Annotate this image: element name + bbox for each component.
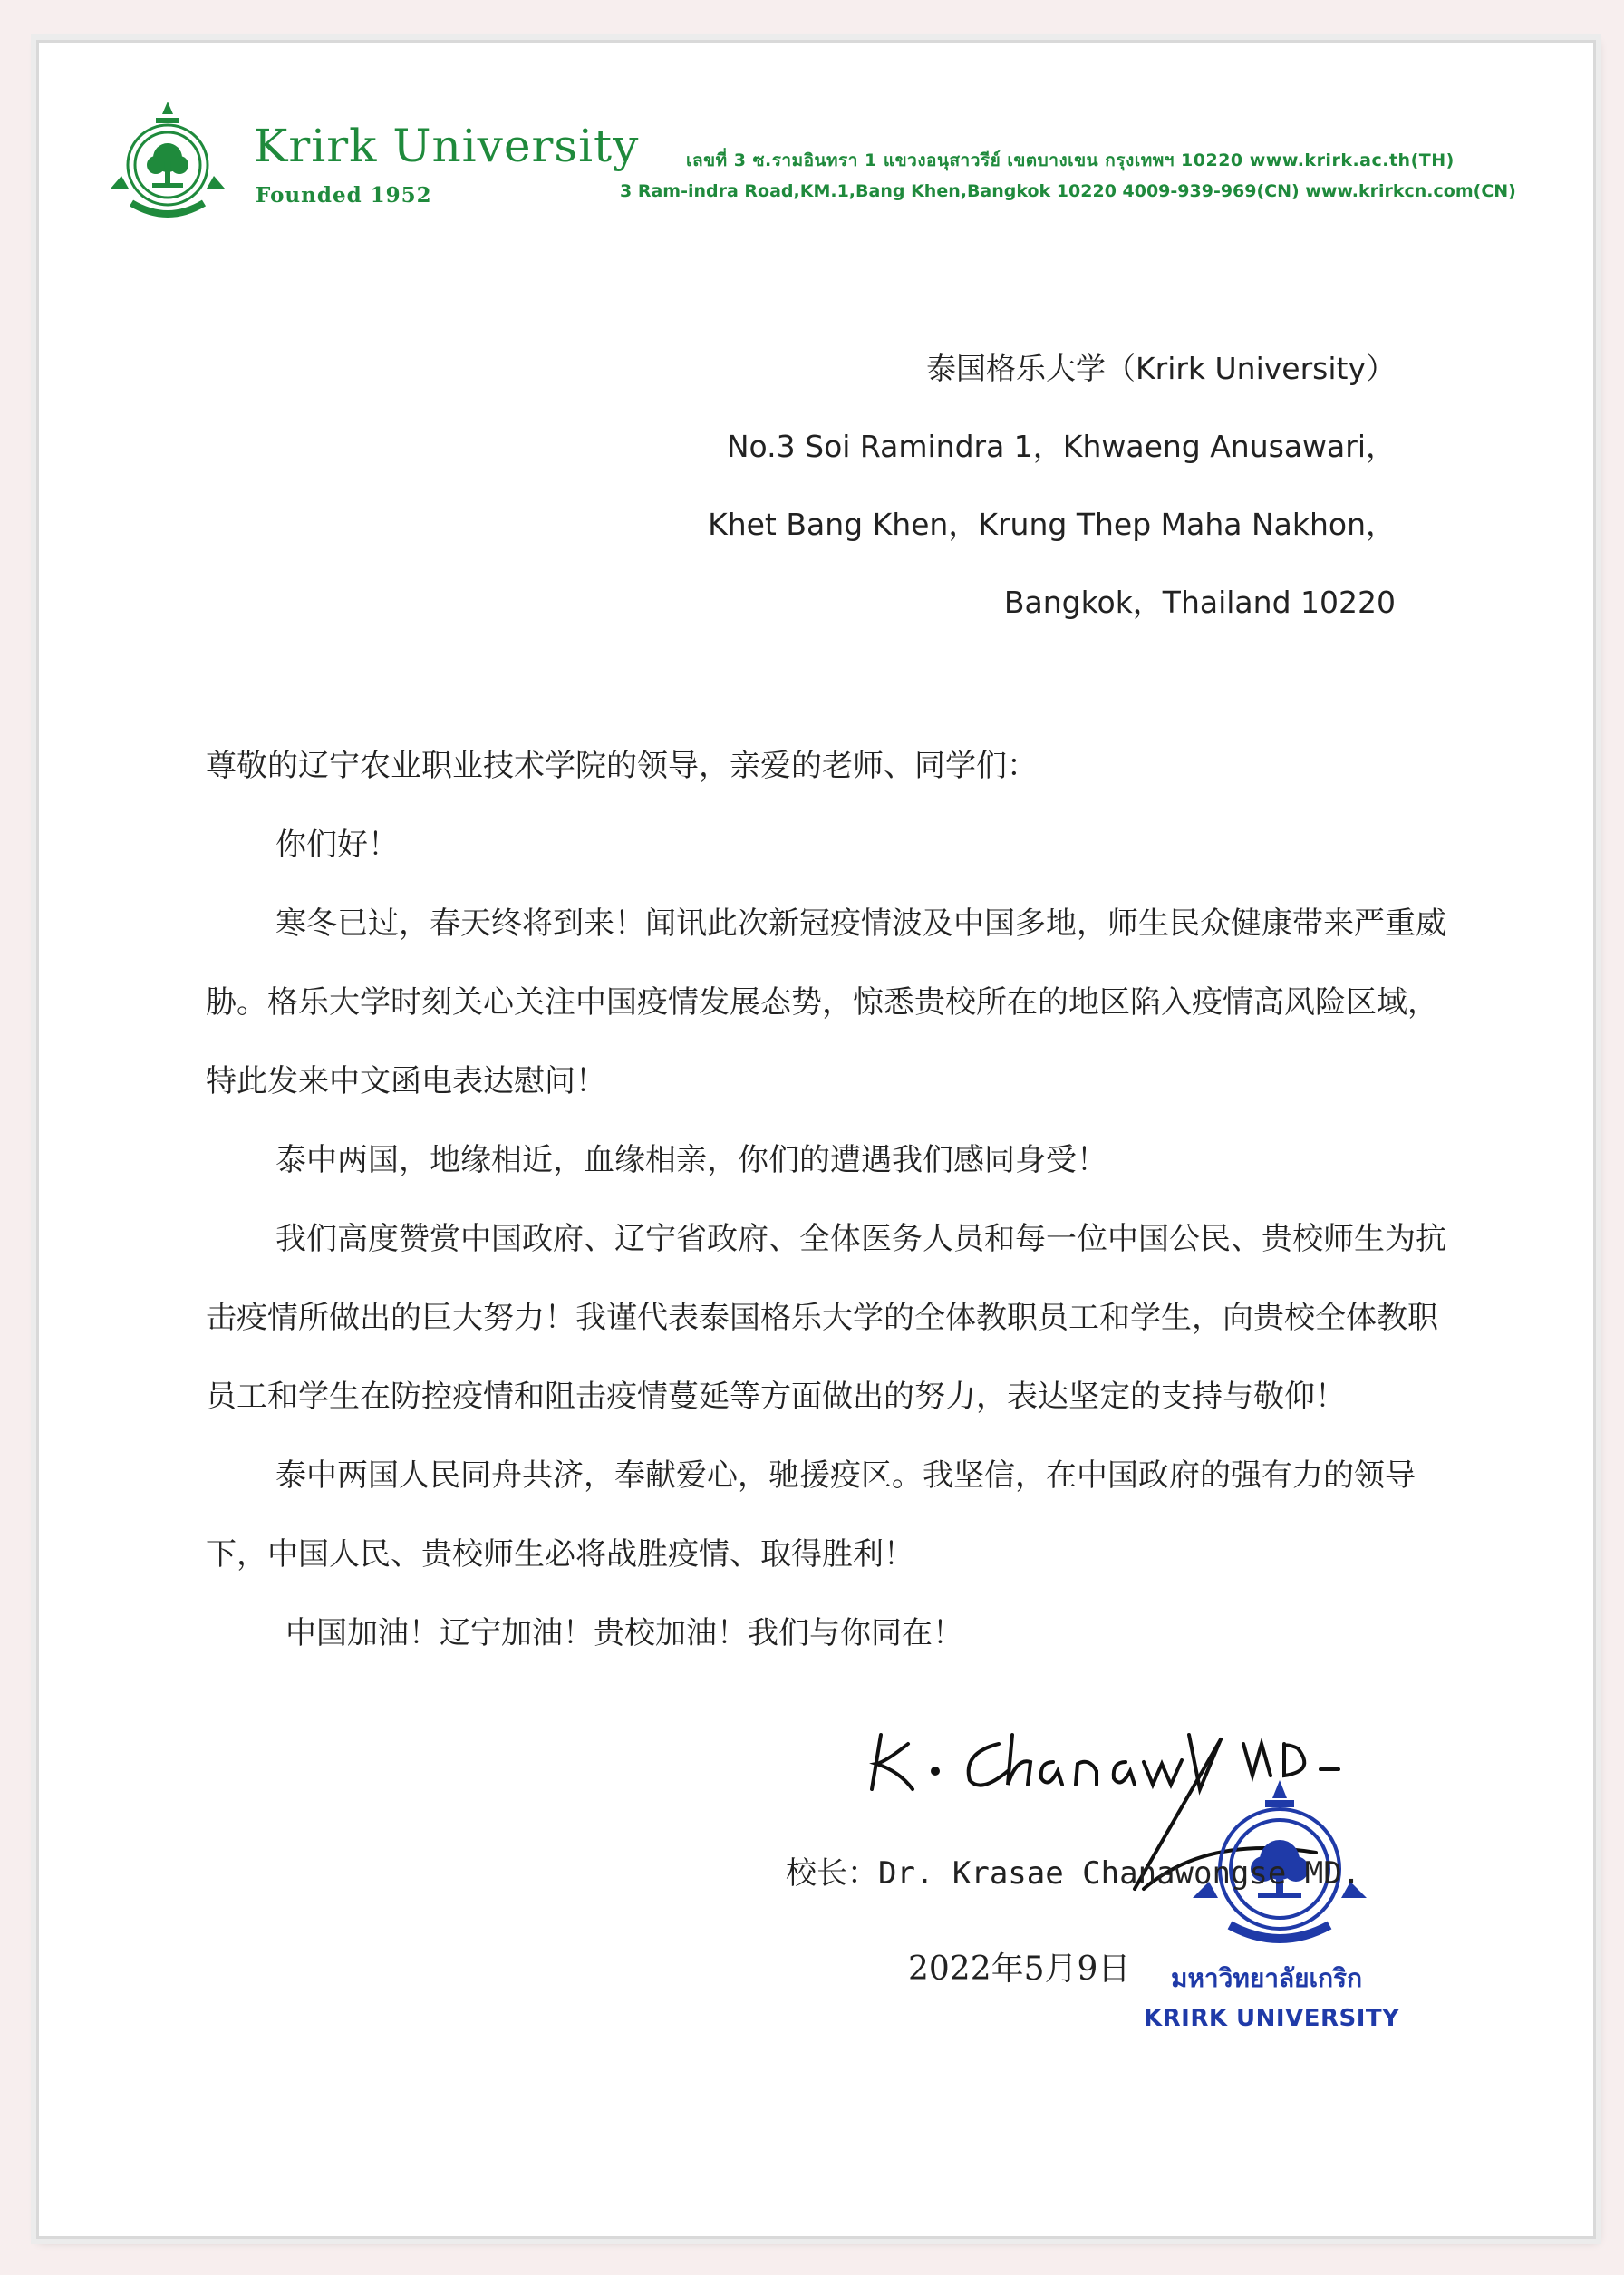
university-brand-name: Krirk University xyxy=(254,120,640,172)
address-line: Khet Bang Khen，Krung Thep Maha Nakhon， xyxy=(708,507,1396,542)
letter-date: 2022年5月9日 xyxy=(908,1951,1131,1988)
president-name: 校长：Dr. Krasae Chanawongse MD. xyxy=(786,1855,1361,1892)
greeting: 你们好！ xyxy=(276,827,399,863)
letter-page xyxy=(65,76,1559,2206)
founded-year: Founded 1952 xyxy=(256,183,432,208)
paragraph: 我们高度赞赏中国政府、辽宁省政府、全体医务人员和每一位中国公民、贵校师生为抗击疫情所做出的巨大努力！我谨代表泰国格乐大学的全体教职员工和学生，向贵校全体教职员工和学生在防控疫情和阻击疫情蔓延等方面做出的努力，表达坚定的支持与敬仰！ xyxy=(206,1221,1446,1415)
sender-address xyxy=(708,330,1396,642)
address-line: Bangkok，Thailand 10220 xyxy=(1003,585,1396,620)
seal-english-text: KRIRK UNIVERSITY xyxy=(1144,2005,1400,2032)
paragraph: 寒冬已过，春天终将到来！闻讯此次新冠疫情波及中国多地，师生民众健康带来严重威胁。格乐大学时刻关心关注中国疫情发展态势，惊悉贵校所在的地区陷入疫情高风险区域，特此发来中文函电表达慰问！ xyxy=(206,905,1446,1099)
letterhead-address-english: 3 Ram-indra Road,KM.1,Bang Khen,Bangkok 10220 4009-939-969(CN) www.krirkcn.com(CN) xyxy=(620,181,1516,201)
letterhead-address-thai: เลขที่ 3 ซ.รามอินทรา 1 แขวงอนุสาวรีย์ เขตบางเขน กรุงเทพฯ 10220 www.krirk.ac.th(TH) xyxy=(686,150,1455,170)
address-line: No.3 Soi Ramindra 1，Khwaeng Anusawari， xyxy=(726,429,1396,464)
closing-line: 中国加油！辽宁加油！贵校加油！我们与你同在！ xyxy=(285,1615,963,1651)
university-logo-icon xyxy=(109,92,227,232)
salutation: 尊敬的辽宁农业职业技术学院的领导，亲爱的老师、同学们： xyxy=(206,748,1038,784)
address-line: 泰国格乐大学（Krirk University） xyxy=(925,351,1396,386)
paragraph: 泰中两国，地缘相近，血缘相亲，你们的遭遇我们感同身受！ xyxy=(276,1142,1107,1178)
seal-thai-text: มหาวิทยาลัยเกริก xyxy=(1171,1963,1363,1993)
letter-body xyxy=(206,727,1465,1673)
paragraph: 泰中两国人民同舟共济，奉献爱心，驰援疫区。我坚信，在中国政府的强有力的领导下，中国人民、贵校师生必将战胜疫情、取得胜利！ xyxy=(206,1457,1416,1573)
